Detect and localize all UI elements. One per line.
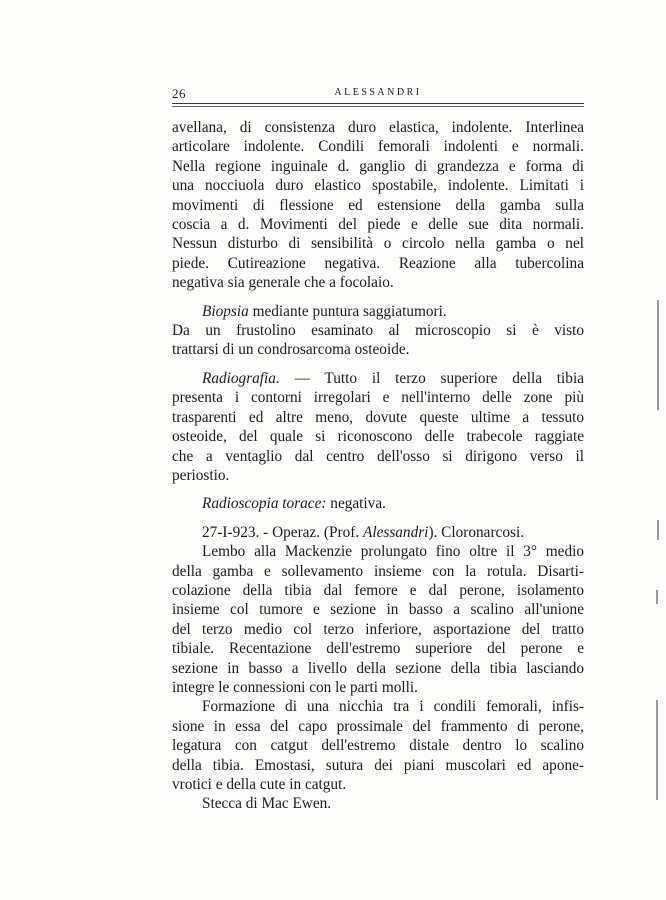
text-line: colazione della tibia dal femore e dal perone, isolamento (172, 581, 584, 599)
text-line: della tibia. Emostasi, sutura dei piani muscolari ed apone- (172, 756, 584, 774)
text-line: sione in essa del capo prossimale del frammento di perone, (172, 717, 584, 735)
text-line: sezione in basso a livello della sezione della tibia lasciando (172, 659, 584, 677)
operation-paragraph (172, 523, 584, 814)
biopsy-label: Biopsia (202, 302, 249, 320)
biopsy-text: mediante puntura saggiatumori. (248, 302, 447, 320)
operation-heading-line (172, 523, 584, 542)
radioscopy-paragraph (172, 494, 584, 513)
text-line: Nella regione inguinale d. ganglio di grandezza e forma di (172, 157, 584, 175)
scan-edge-mark (657, 520, 659, 540)
text-line: presenta i contorni irregolari e nell'interno delle zone più (172, 389, 584, 407)
text-line: Lembo alla Mackenzie prolungato fino oltre il 3° medio (202, 543, 584, 561)
text-line: vrotici e della cute in catgut. (172, 776, 347, 793)
surgeon-name: Alessandri (362, 523, 429, 541)
text-line: tibiale. Recentazione dell'estremo superiore del perone e (172, 640, 584, 658)
running-head: ALESSANDRI (334, 87, 422, 98)
paragraph-gap (172, 514, 584, 523)
operation-anesthesia: ). Cloronarcosi. (428, 523, 525, 541)
text-line: periostio. (172, 466, 230, 484)
clinical-description-paragraph (172, 118, 584, 293)
text-line: trattarsi di un condrosarcoma osteoide. (172, 341, 410, 359)
paragraph-gap (172, 485, 584, 494)
text-line: Formazione di una nicchia tra i condili femorali, infis- (202, 698, 584, 716)
text-line: negativa sia generale che a focolaio. (172, 274, 394, 292)
radioscopy-text: negativa. (326, 495, 386, 513)
text-line: trasparenti ed altre meno, dovute queste ultime a tessuto (172, 408, 584, 426)
text-line: movimenti di flessione ed estensione della gamba sulla (172, 196, 584, 214)
text-line: articolare indolente. Condili femorali indolenti e normali. (172, 138, 584, 156)
text-line: della gamba e sollevamento insieme con la rotula. Disarti- (172, 562, 584, 580)
text-line: una nocciuola duro elastico spostabile, indolente. Limitati i (172, 177, 584, 195)
radioscopy-label: Radioscopia torace: (202, 495, 327, 513)
scan-edge-mark (656, 700, 658, 800)
radiography-paragraph (172, 369, 584, 485)
text-line: Nessun disturbo di sensibilità o circolo nella gamba o nel (172, 235, 584, 253)
text-line: coscia a d. Movimenti del piede e delle sue dita normali. (172, 216, 584, 234)
text-line: legatura con catgut dell'estremo distale dentro lo scalino (172, 737, 584, 755)
text-line: Da un frustolino esaminato al microscopio si è visto (172, 322, 584, 340)
closing-line: Stecca di Mac Ewen. (202, 795, 332, 813)
radiography-label: Radiografia. (202, 369, 280, 387)
radioscopy-line (172, 494, 584, 513)
radiography-first-line-text: — Tutto il terzo superiore della tibia (279, 369, 584, 387)
text-line: del terzo medio col terzo inferiore, asportazione del tratto (172, 620, 584, 638)
biopsy-paragraph (172, 302, 584, 360)
page-body (172, 118, 584, 814)
header-rule-bottom (172, 106, 584, 107)
scan-edge-mark (656, 590, 658, 604)
text-line: insieme col tumore e sezione in basso a scalino all'unione (172, 601, 584, 619)
text-line: che a ventaglio dal centro dell'osso si dirigono verso il (172, 447, 584, 465)
paragraph-gap (172, 293, 584, 302)
text-line: integre le connessioni con le parti molli. (172, 678, 418, 696)
page-header (172, 86, 584, 102)
operation-date-text: 27-I-923. - Operaz. (Prof. (202, 523, 363, 541)
scan-edge-mark (657, 300, 659, 410)
text-line: avellana, di consistenza duro elastica, indolente. Interlinea (172, 119, 584, 136)
paragraph-gap (172, 360, 584, 369)
biopsy-heading-line (172, 302, 584, 321)
text-line: osteoide, del quale si riconoscono delle trabecole raggiate (172, 428, 584, 446)
radiography-heading-line (172, 369, 584, 388)
page-number: 26 (172, 86, 186, 101)
header-rule-top (172, 103, 584, 104)
text-line: piede. Cutireazione negativa. Reazione alla tubercolina (172, 254, 584, 272)
